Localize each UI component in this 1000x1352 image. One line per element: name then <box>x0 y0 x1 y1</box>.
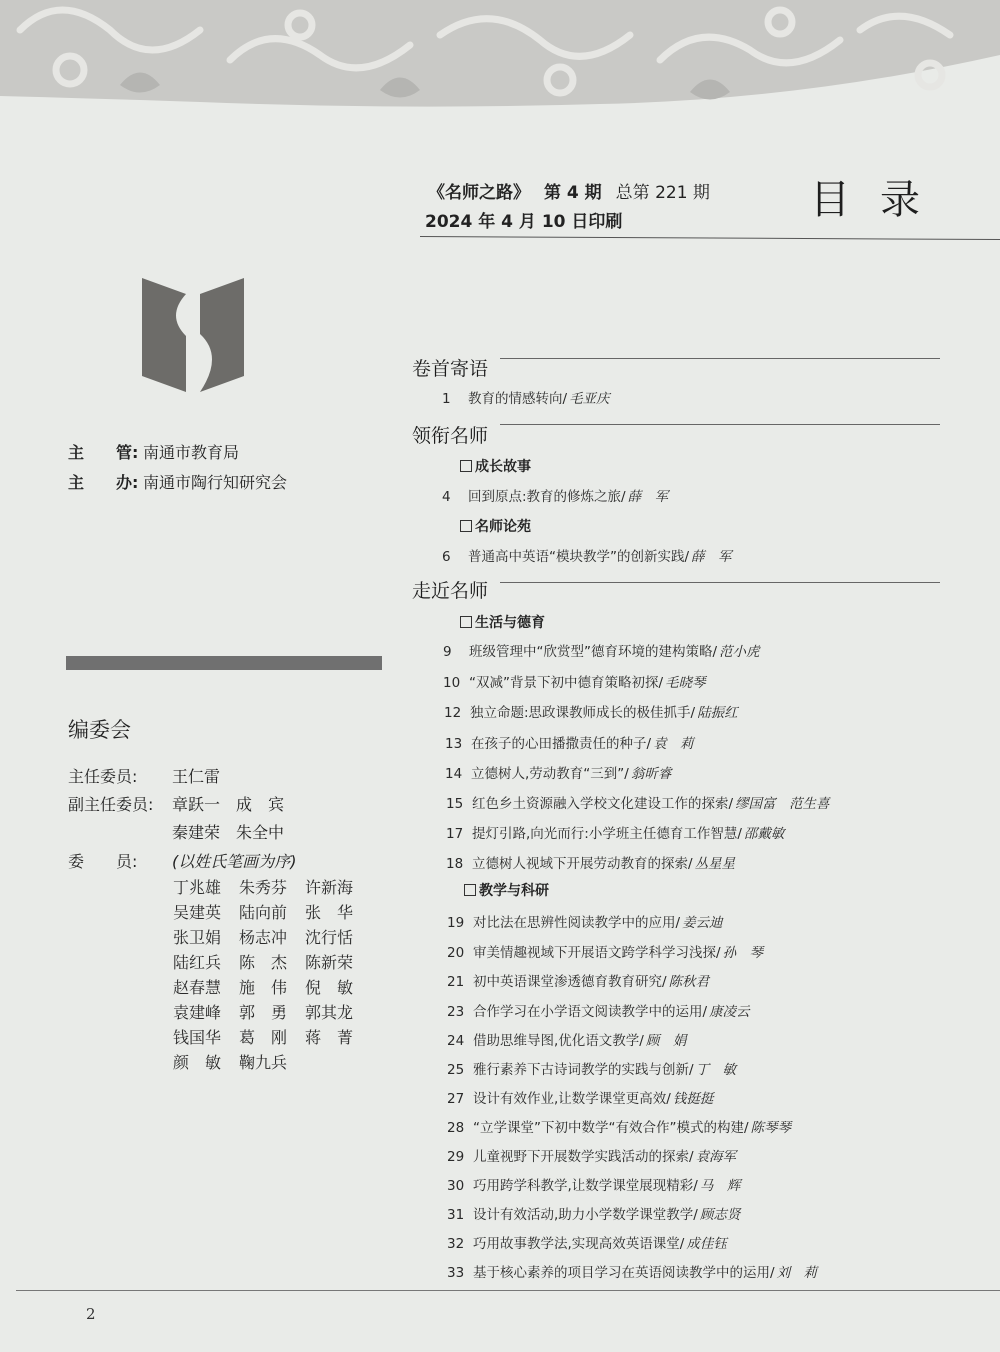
member-name: 陈新荣 <box>305 953 354 972</box>
toc-entry[interactable]: 15 红色乡土资源融入学校文化建设工作的探索/ 缪国富 范生喜 <box>446 796 830 812</box>
organizer-supervisor: 主 管: 南通市教育局 <box>68 443 240 462</box>
section-line <box>500 358 940 359</box>
board-members-label: 委 员: (以姓氏笔画为序) <box>68 852 297 871</box>
member-row <box>173 925 383 950</box>
member-name: 陈 杰 <box>239 953 288 972</box>
total-issue: 总第 221 期 <box>615 183 710 203</box>
issue-header <box>428 178 724 203</box>
member-row <box>173 950 383 975</box>
toc-entry[interactable]: 23 合作学习在小学语文阅读教学中的运用/ 康凌云 <box>447 1004 750 1020</box>
member-name: 施 伟 <box>239 978 288 997</box>
print-date: 2024 年 4 月 10 日印刷 <box>425 212 623 232</box>
board-member-list <box>173 875 383 1075</box>
journal-logo <box>140 276 246 392</box>
section-line <box>500 424 940 425</box>
toc-entry[interactable]: 4 回到原点:教育的修炼之旅/ 薛 军 <box>442 489 669 505</box>
member-row <box>173 900 383 925</box>
member-name: 张 华 <box>305 903 354 922</box>
board-title: 编委会 <box>68 718 131 742</box>
toc-entry[interactable]: 31 设计有效活动,助力小学数学课堂教学/ 顾志贤 <box>447 1207 741 1223</box>
member-name: 倪 敏 <box>305 978 354 997</box>
member-row <box>173 975 383 1000</box>
member-name: 陆红兵 <box>173 953 222 972</box>
toc-entry[interactable]: 29 儿童视野下开展数学实践活动的探索/ 袁海军 <box>447 1149 737 1165</box>
member-name: 许新海 <box>305 878 354 897</box>
board-director: 主任委员: 王仁雷 <box>68 767 221 786</box>
member-name: 沈行恬 <box>305 928 354 947</box>
member-name: 蒋 菁 <box>305 1028 354 1047</box>
toc-entry[interactable]: 27 设计有效作业,让数学课堂更高效/ 钱挺挺 <box>447 1091 714 1107</box>
member-row <box>173 1000 383 1025</box>
member-row <box>173 1025 383 1050</box>
section-foreword: 卷首寄语 <box>412 358 489 380</box>
member-name: 鞠九兵 <box>239 1053 288 1072</box>
issue-number: 第 4 期 <box>544 183 602 203</box>
subsection-teaching-research: 教学与科研 <box>464 880 549 900</box>
toc-entry[interactable]: 18 立德树人视域下开展劳动教育的探索/ 丛星星 <box>446 856 736 872</box>
toc-entry[interactable]: 13 在孩子的心田播撒责任的种子/ 袁 莉 <box>445 736 694 752</box>
toc-entry[interactable]: 12 独立命题:思政课教师成长的极佳抓手/ 陆振红 <box>444 705 738 721</box>
toc-entry[interactable]: 21 初中英语课堂渗透德育教育研究/ 陈秋君 <box>447 974 710 990</box>
footer-divider <box>16 1290 1000 1291</box>
journal-name: 《名师之路》 <box>428 183 530 203</box>
toc-entry[interactable]: 25 雅行素养下古诗词教学的实践与创新/ 丁 敏 <box>447 1062 737 1078</box>
subsection-life-moral: 生活与德育 <box>460 612 545 632</box>
toc-entry[interactable]: 1 教育的情感转向/ 毛亚庆 <box>442 391 610 407</box>
subsection-growth-story: 成长故事 <box>460 456 531 476</box>
section-leading-teachers: 领衔名师 <box>412 425 489 447</box>
toc-entry[interactable]: 6 普通高中英语“模块教学”的创新实践/ 薛 军 <box>442 549 732 565</box>
toc-entry[interactable]: 10 “双减”背景下初中德育策略初探/ 毛晓琴 <box>443 675 706 691</box>
member-name: 丁兆雄 <box>173 878 222 897</box>
toc-entry[interactable]: 30 巧用跨学科教学,让数学课堂展现精彩/ 马 辉 <box>447 1178 741 1194</box>
floral-ornament <box>0 0 1000 110</box>
checkbox-icon <box>460 460 472 472</box>
member-name: 张卫娟 <box>173 928 222 947</box>
toc-entry[interactable]: 28 “立学课堂”下初中数学“有效合作”模式的构建/ 陈琴琴 <box>447 1120 792 1136</box>
member-name: 葛 刚 <box>239 1028 288 1047</box>
member-name: 赵春慧 <box>173 978 222 997</box>
member-name: 吴建英 <box>173 903 222 922</box>
page-number: 2 <box>86 1305 96 1323</box>
organizer-host: 主 办: 南通市陶行知研究会 <box>68 473 288 492</box>
board-deputies: 副主任委员: 章跃一 成 宾 <box>68 795 285 814</box>
divider-bar <box>66 656 382 670</box>
member-name: 袁建峰 <box>173 1003 222 1022</box>
section-approach-teachers: 走近名师 <box>412 580 489 602</box>
toc-entry[interactable]: 9 班级管理中“欣赏型”德育环境的建构策略/ 范小虎 <box>443 644 760 660</box>
header-divider <box>420 236 1000 240</box>
toc-entry[interactable]: 20 审美情趣视域下开展语文跨学科学习浅探/ 孙 琴 <box>447 945 764 961</box>
toc-entry[interactable]: 33 基于核心素养的项目学习在英语阅读教学中的运用/ 刘 莉 <box>447 1265 818 1281</box>
section-line <box>500 582 940 583</box>
member-name: 朱秀芬 <box>239 878 288 897</box>
board-deputies-row2: 秦建荣 朱全中 <box>172 823 285 842</box>
toc-entry[interactable]: 17 提灯引路,向光而行:小学班主任德育工作智慧/ 邵戴敏 <box>446 826 785 842</box>
member-name: 钱国华 <box>173 1028 222 1047</box>
toc-entry[interactable]: 19 对比法在思辨性阅读教学中的应用/ 姜云迪 <box>447 915 723 931</box>
member-name: 郭 勇 <box>239 1003 288 1022</box>
member-name: 郭其龙 <box>305 1003 354 1022</box>
checkbox-icon <box>464 884 476 896</box>
toc-entry[interactable]: 24 借助思维导图,优化语文教学/ 顾 娟 <box>447 1033 687 1049</box>
toc-entry[interactable]: 32 巧用故事教学法,实现高效英语课堂/ 成佳钰 <box>447 1236 727 1252</box>
member-name: 颜 敏 <box>173 1053 222 1072</box>
member-row <box>173 1050 383 1075</box>
checkbox-icon <box>460 616 472 628</box>
member-name: 陆向前 <box>239 903 288 922</box>
page-title: 目录 <box>810 177 950 223</box>
member-row <box>173 875 383 900</box>
checkbox-icon <box>460 520 472 532</box>
toc-entry[interactable]: 14 立德树人,劳动教育“三到”/ 翁昕睿 <box>445 766 672 782</box>
subsection-teacher-forum: 名师论苑 <box>460 516 531 536</box>
member-name: 杨志冲 <box>239 928 288 947</box>
